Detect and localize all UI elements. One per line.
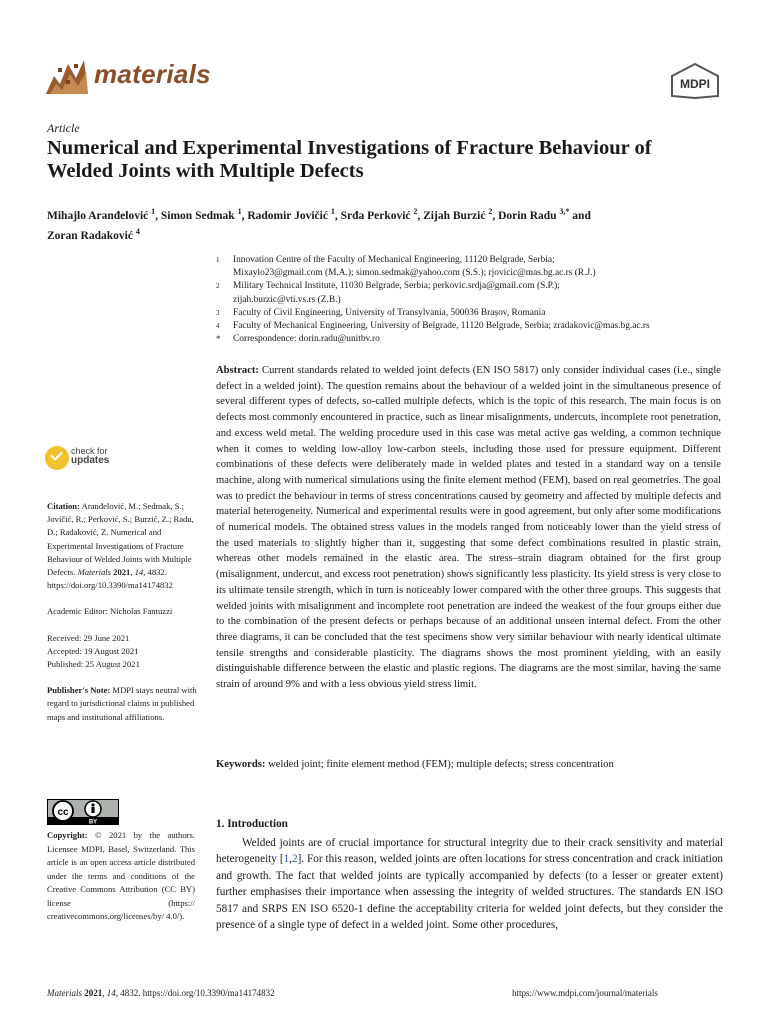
affiliation-mark: 3: [216, 308, 220, 317]
footer-citation: Materials 2021, 14, 4832. https://doi.org/10.3390/ma14174832: [47, 988, 275, 998]
affiliation-line: Faculty of Mechanical Engineering, University of Belgrade, 11120 Belgrade, Serbia; zradakovic@mas.bg.ac.rs: [233, 321, 650, 332]
reference-link[interactable]: 1: [283, 853, 290, 866]
author-name[interactable]: Srđa Perković: [340, 210, 411, 222]
academic-editor: Academic Editor: Nicholas Fantuzzi: [47, 606, 173, 617]
check-updates-line1: check for: [71, 446, 108, 456]
author-affiliation-mark: 1: [237, 207, 242, 216]
reference-link[interactable]: 2: [291, 853, 298, 866]
citation-text: Aranđelović, M.; Sedmak, S.; Jovičić, R.; Perković, S.; Burzić, Z.; Radu, D.; Radaković, Z. Numerical and Experimental Investigations of Fracture Behaviour of Welded Joints with Multiple Defects.: [47, 501, 194, 578]
cc-by-license-icon[interactable]: [47, 799, 119, 825]
affiliation-item: [216, 254, 736, 280]
footer-volume: 14: [106, 988, 116, 998]
affiliation-line: Correspondence: dorin.radu@unitbv.ro: [233, 334, 380, 345]
citation-volume: 14: [134, 567, 144, 578]
journal-logo-icon: [44, 54, 90, 96]
affiliation-item: [216, 307, 736, 320]
cc-by-label: BY: [88, 819, 98, 825]
affiliation-line: zijah.burzic@vti.vs.rs (Z.B.): [233, 294, 341, 305]
journal-name: materials: [94, 59, 211, 89]
author-name[interactable]: Zoran Radaković: [47, 230, 133, 242]
accepted-date: Accepted: 19 August 2021: [47, 645, 139, 656]
citation-journal: Materials: [77, 567, 111, 578]
author-name[interactable]: Simon Sedmak: [160, 210, 235, 222]
citation: Citation: Aranđelović, M.; Sedmak, S.; Jovičić, R.; Perković, S.; Burzić, Z.; Radu, D.; Radaković, Z. Numerical and Experimental Investigations of Fracture Behaviour of Welded Joints with Multiple Defects. Materials 2021, 14, 4832. https://doi.org/10.3390/ma14174832: [47, 501, 194, 591]
affiliation-line: Innovation Centre of the Faculty of Mechanical Engineering, 11120 Belgrade, Serbia;: [233, 255, 555, 265]
author-list: Mihajlo Aranđelović $^1$, Simon Sedmak $^1$, Radomir Jovičić $^1$, Srđa Perković $^2$, Zijah Burzić $^2$, Dorin Radu $^{3,*}$ and Zoran Radaković $^4$: [47, 207, 591, 242]
check-for-updates-button[interactable]: [45, 446, 155, 494]
affiliation-item: [216, 320, 736, 333]
article-type: Article: [47, 121, 80, 135]
affiliations: [216, 254, 736, 346]
svg-text:cc: cc: [57, 807, 69, 818]
abstract-label: Abstract:: [216, 365, 259, 376]
affiliation-line: Military Technical Institute, 11030 Belgrade, Serbia; perkovic.srdja@gmail.com (S.P.);: [233, 281, 560, 292]
mdpi-logo-icon: [668, 62, 722, 100]
affiliation-item: [216, 333, 736, 346]
check-updates-icon: [45, 446, 69, 470]
author-name[interactable]: Dorin Radu: [498, 210, 557, 222]
affiliation-mark: 4: [216, 322, 220, 331]
publisher-note-text: MDPI stays neutral with regard to jurisdictional claims in published maps and institutional affiliations.: [47, 685, 197, 722]
footer-journal: Materials: [47, 988, 82, 998]
copyright-text: © 2021 by the authors. Licensee MDPI, Basel, Switzerland. This article is an open access article distributed under the terms and conditions of the Creative Commons Attribution (CC BY) license (https:// creativecommons.org/licenses/by/ 4.0/).: [47, 830, 195, 921]
check-updates-line2: updates: [71, 455, 110, 466]
author-affiliation-mark: 4: [135, 227, 140, 236]
intro-text-b: ]. For this reason, welded joints are often locations for stress concentration and crack initiation and growth. The fact that welded joints are typically accompanied by defects (to a lesser or greater extent) further emphasises their importance when assessing the integrity of welded structures. The standards EN ISO 5817 and SRPS EN ISO 6520-1 define the acceptability criteria for welded joint defects, but they consider the presence of a single type of defect in a welded joint. Some other procedures,: [216, 853, 724, 932]
footer-doi-link[interactable]: , 4832. https://doi.org/10.3390/ma14174832: [115, 988, 275, 998]
author-affiliation-mark: 2: [488, 207, 493, 216]
author-name[interactable]: Zijah Burzić: [423, 210, 486, 222]
introduction-paragraph: [216, 835, 723, 933]
keywords: [216, 757, 721, 772]
keywords-text: welded joint; finite element method (FEM); multiple defects; stress concentration: [268, 759, 614, 770]
keywords-label: Keywords:: [216, 759, 266, 770]
sidebar: [47, 500, 202, 724]
author-affiliation-mark: 1: [330, 207, 335, 216]
intro-text-a: Welded joints are of crucial importance for structural integrity due to their crack sensitivity and material heterogeneity [: [216, 837, 723, 866]
citation-doi-link[interactable]: , 4832. https://doi.org/10.3390/ma14174832: [47, 567, 173, 591]
footer-year: 2021: [84, 988, 103, 998]
affiliation-line: Mixaylo23@gmail.com (M.A.); simon.sedmak@yahoo.com (S.S.); rjovicic@mas.bg.ac.rs (R.J.): [233, 268, 596, 279]
affiliation-mark: 1: [216, 256, 220, 264]
copyright-label: Copyright:: [47, 830, 88, 840]
introduction-heading: 1. Introduction: [216, 818, 288, 830]
received-date: Received: 29 June 2021: [47, 632, 130, 643]
affiliation-mark: *: [216, 334, 221, 345]
author-conjunction: and: [572, 210, 591, 222]
author-name[interactable]: Mihajlo Aranđelović: [47, 210, 149, 222]
reference-separator: ,: [289, 853, 292, 866]
author-affiliation-mark: 1: [151, 207, 156, 216]
footer-journal-link[interactable]: https://www.mdpi.com/journal/materials: [512, 988, 658, 998]
published-date: Published: 25 August 2021: [47, 659, 140, 670]
publisher-note-label: Publisher's Note:: [47, 685, 111, 696]
abstract-text: Current standards related to welded joint defects (EN ISO 5817) only consider individual cases (i.e., single defect in a welded joint). The question remains about the behaviour of a welded joint in the simultaneous presence of several different types of defects, so-called multiple defects, which is the topic of this research. The main focus is on defects most commonly encountered in practice, such as linear misalignments, undercuts, incomplete root penetration, and excess weld metal. The welding procedure used in this case was metal active gas welding, a common technique when it comes to welding low-alloy low-carbon steels, including those used for pressure equipment. Different combinations of these defects were deliberately made in welded plates and tested in a standard way on a tensile machine, along with numerical simulations using the finite element method (FEM), based on real geometries. The goal was to predict the behaviour in terms of stress concentrations caused by geometry and affected by multiple defects and material heterogeneity. Numerical and experimental results were in good agreement, but only after some modifications of numerical models. The obtained stress values in the models ranged from noticeably lower than the yield stress of the used materials to slightly higher than it, suggesting that some defect combinations resulted in plastic strain, whereas other models remained in the elastic area. The stress–strain diagram obtained for the first group (misalignment, undercut, and excess root penetration) shows significantly less plasticity. Its yield stress is very close to its ultimate tensile strength, which in turn is noticeably lower compared with the other three groups. This suggests that welded joints with misalignment and incomplete root penetration are indeed the weakest of the four groups either due to the combination of the present defects or perhaps because of an additional unseen internal defect. From the other three diagrams, it can be concluded that the test specimens show very similar behaviour with nearly identical ultimate tensile strengths and considerable plasticity. The diagrams shows the most prominent yielding, with an easily distinguishable difference between the elastic and plastic regions. The diagrams are the most similar, having the same strain of around 9% and with a less obvious yield stress limit.: [216, 365, 721, 691]
copyright: [47, 829, 195, 924]
author-affiliation-mark: 3,*: [559, 207, 570, 216]
author-name[interactable]: Radomir Jovičić: [247, 210, 328, 222]
affiliation-mark: 2: [216, 282, 220, 291]
citation-year: 2021: [113, 567, 131, 578]
publisher-name: MDPI: [680, 77, 710, 91]
citation-label: Citation:: [47, 501, 80, 511]
affiliation-line: Faculty of Civil Engineering, University of Transylvania, 500036 Brașov, Romania: [233, 307, 546, 318]
abstract: [216, 363, 721, 693]
affiliation-item: [216, 280, 736, 306]
author-affiliation-mark: 2: [413, 207, 418, 216]
article-title: Numerical and Experimental Investigations of Fracture Behaviour of Welded Joints with Multiple Defects: [47, 137, 652, 182]
publisher-note: [47, 684, 202, 724]
